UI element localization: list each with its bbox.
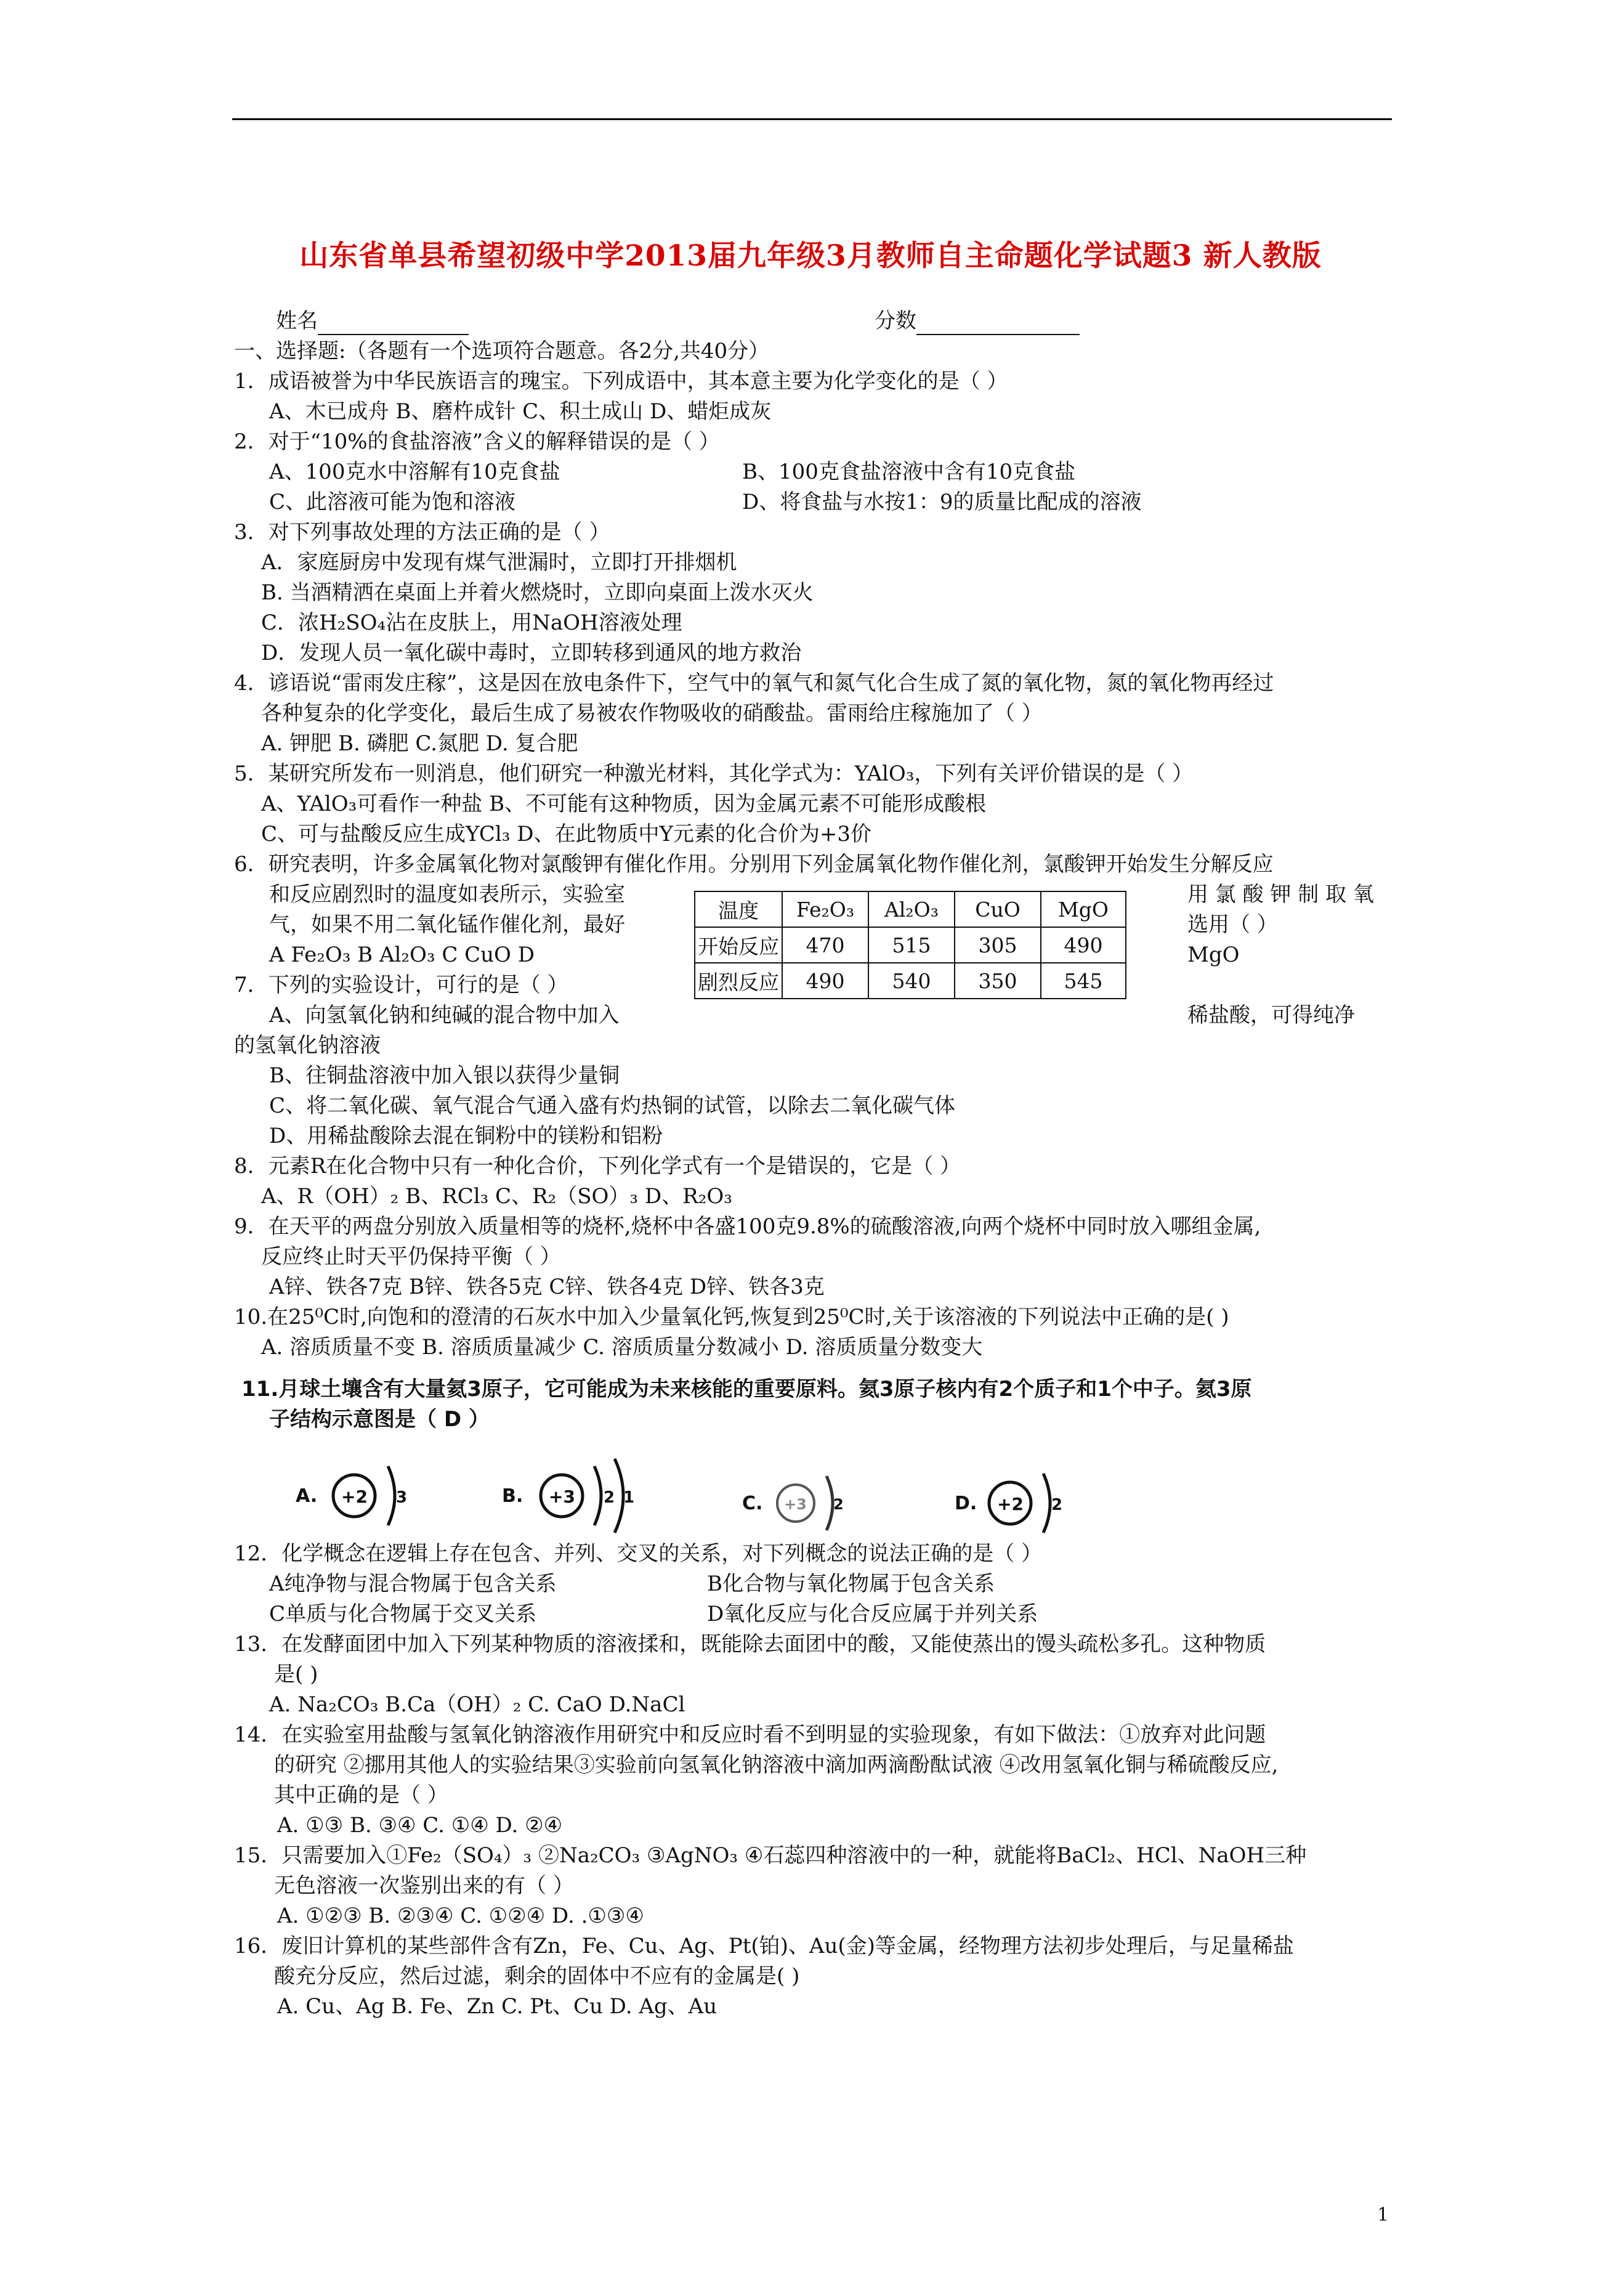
table-row [695,927,1126,963]
question-6-cont: 和反应剧烈时的温度如表所示，实验室 [269,882,625,907]
atom-nucleus-d: +2 [997,1494,1024,1514]
table-cell: 350 [955,963,1041,999]
name-blank [318,314,469,335]
atom-label-b: B. [502,1485,523,1507]
question-12: 12．化学概念在逻辑上存在包含、并列、交叉的关系，对下列概念的说法正确的是（ ） [234,1541,1043,1566]
table-cell: 305 [955,927,1041,963]
table-row [695,891,1126,927]
q7-option-d: D、用稀盐酸除去混在铜粉中的镁粉和铝粉 [269,1124,663,1148]
q7-option-c: C、将二氧化碳、氧气混合气通入盛有灼热铜的试管，以除去二氧化碳气体 [269,1093,956,1118]
atom-shell-a: 3 [396,1488,408,1507]
atom-label-d: D. [955,1493,977,1514]
question-6-cont-2: 气，如果不用二氧化锰作催化剂，最好 [269,912,625,937]
q6-options: A Fe₂O₃ B Al₂O₃ C CuO D [269,943,535,967]
question-7: 7．下列的实验设计，可行的是（ ） [234,973,568,997]
question-5: 5．某研究所发布一则消息，他们研究一种激光材料，其化学式为：YAlO₃，下列有关评价错误的是（ ） [234,761,1194,786]
table-header-cell: Fe₂O₃ [782,891,868,927]
atom-option-b [502,1459,634,1533]
score-label: 分数 [875,309,916,333]
q3-option-d: D．发现人员一氧化碳中毒时，立即转移到通风的地方救治 [261,641,802,665]
question-4-cont: 各种复杂的化学变化，最后生成了易被农作物吸收的硝酸盐。雷雨给庄稼施加了（ ） [261,701,1043,726]
q2-option-b: B、100克食盐溶液中含有10克食盐 [742,460,1076,484]
table-row [695,963,1126,999]
q6-option-d: MgO [1187,943,1240,967]
atom-label-a: A. [296,1485,318,1507]
question-10: 10.在25⁰C时,向饱和的澄清的石灰水中加入少量氧化钙,恢复到25⁰C时,关于该溶液的下列说法中正确的是( ) [234,1305,1229,1329]
table-cell: 剧烈反应 [695,963,782,999]
table-cell: 515 [868,927,955,963]
atom-nucleus-b: +3 [549,1487,575,1507]
q2-option-d: D、将食盐与水按1：9的质量比配成的溶液 [742,490,1142,514]
question-11-cont: 子结构示意图是（ D ） [269,1407,490,1432]
atom-option-a [296,1466,407,1525]
table-cell: 540 [868,963,955,999]
q10-options: A. 溶质质量不变 B. 溶质质量减少 C. 溶质质量分数减小 D. 溶质质量分数变大 [261,1335,983,1360]
q12-option-c: C单质与化合物属于交叉关系 [269,1602,537,1626]
table-header-cell: CuO [955,891,1041,927]
question-14-cont-2: 其中正确的是（ ） [274,1783,448,1807]
q7-option-a-cont: 的氢氧化钠溶液 [234,1033,381,1058]
q3-option-b: B. 当酒精洒在桌面上并着火燃烧时，立即向桌面上泼水灭火 [261,580,814,605]
question-6-right-1: 用 氯 酸 钾 制 取 氧 [1187,882,1374,907]
q7-option-b: B、往铜盐溶液中加入银以获得少量铜 [269,1063,620,1088]
table-cell: 470 [782,927,868,963]
table-cell: 490 [1041,927,1126,963]
section-heading: 一、选择题:（各题有一个选项符合题意。各2分,共40分） [234,339,770,363]
atom-nucleus-a: +2 [341,1487,368,1507]
q8-options: A、R（OH）₂ B、RCl₃ C、R₂（SO）₃ D、R₂O₃ [261,1184,732,1209]
table-header-cell: MgO [1041,891,1126,927]
name-field [276,307,469,335]
question-13: 13．在发酵面团中加入下列某种物质的溶液揉和，既能除去面团中的酸，又能使蒸出的馒头疏松多孔。这种物质 [234,1632,1266,1657]
question-14-cont: 的研究 ②挪用其他人的实验结果③实验前向氢氧化钠溶液中滴加两滴酚酞试液 ④改用氢氧化铜与稀硫酸反应, [274,1753,1279,1777]
atom-label-c: C. [742,1493,763,1514]
q7-option-a: A、向氢氧化钠和纯碱的混合物中加入 [269,1003,620,1028]
q1-options: A、木已成舟 B、磨杵成针 C、积土成山 D、蜡炬成灰 [269,399,772,424]
question-6: 6．研究表明，许多金属氧化物对氯酸钾有催化作用。分别用下列金属氧化物作催化剂，氯酸钾开始发生分解反应 [234,852,1274,877]
question-14: 14．在实验室用盐酸与氢氧化钠溶液作用研究中和反应时看不到明显的实验现象，有如下做法：①放弃对此问题 [234,1722,1266,1747]
q14-options: A. ①③ B. ③④ C. ①④ D. ②④ [277,1813,563,1838]
atom-option-c [742,1476,844,1530]
question-15: 15．只需要加入①Fe₂（SO₄）₃ ②Na₂CO₃ ③AgNO₃ ④石蕊四种溶液中的一种，就能将BaCl₂、HCl、NaOH三种 [234,1843,1307,1868]
question-16-cont: 酸充分反应，然后过滤，剩余的固体中不应有的金属是( ) [274,1964,800,1989]
question-9: 9．在天平的两盘分别放入质量相等的烧杯,烧杯中各盛100克9.8%的硫酸溶液,向两个烧杯中同时放入哪组金属, [234,1214,1261,1239]
q7-option-a-right: 稀盐酸，可得纯净 [1187,1003,1355,1028]
q12-option-a: A纯净物与混合物属于包含关系 [269,1572,557,1596]
top-rule [232,118,1392,120]
temperature-table [694,891,1126,999]
q2-option-c: C、此溶液可能为饱和溶液 [269,490,516,514]
question-1: 1．成语被誉为中华民族语言的瑰宝。下列成语中，其本意主要为化学变化的是（ ） [234,369,1008,394]
table-header-cell: Al₂O₃ [868,891,955,927]
table-header-cell: 温度 [695,891,782,927]
question-11: 11.月球土壤含有大量氦3原子，它可能成为未来核能的重要原料。氦3原子核内有2个质子和1个中子。氦3原 [241,1377,1252,1402]
table-cell: 开始反应 [695,927,782,963]
question-3: 3．对下列事故处理的方法正确的是（ ） [234,520,610,545]
table-cell: 545 [1041,963,1126,999]
q16-options: A. Cu、Ag B. Fe、Zn C. Pt、Cu D. Ag、Au [277,1994,718,2019]
q2-option-a: A、100克水中溶解有10克食盐 [269,460,560,484]
name-label: 姓名 [276,309,318,333]
q13-options: A. Na₂CO₃ B.Ca（OH）₂ C. CaO D.NaCl [269,1692,685,1717]
page-title: 山东省单县希望初级中学2013届九年级3月教师自主命题化学试题3 新人教版 [299,239,1322,273]
q5-options-ab: A、YAlO₃可看作一种盐 B、不可能有这种物质，因为金属元素不可能形成酸根 [261,792,987,816]
atom-shell-b2: 1 [623,1488,635,1507]
q3-option-c: C．浓H₂SO₄沾在皮肤上，用NaOH溶液处理 [261,611,682,635]
question-13-cont: 是( ) [274,1662,318,1687]
atom-shell-c: 2 [833,1496,844,1513]
question-9-cont: 反应终止时天平仍保持平衡（ ） [261,1244,561,1269]
question-16: 16．废旧计算机的某些部件含有Zn，Fe、Cu、Ag、Pt(铂)、Au(金)等金属，经物理方法初步处理后，与足量稀盐 [234,1934,1294,1958]
atom-shell-d: 2 [1051,1496,1063,1514]
table-cell: 490 [782,963,868,999]
question-6-right-2: 选用（ ） [1187,912,1278,937]
atom-shell-b1: 2 [604,1488,615,1507]
q15-options: A. ①②③ B. ②③④ C. ①②④ D. .①③④ [277,1904,644,1928]
score-blank [916,314,1080,335]
question-2: 2．对于“10%的食盐溶液”含义的解释错误的是（ ） [234,429,720,454]
question-15-cont: 无色溶液一次鉴别出来的有（ ） [274,1873,574,1898]
q4-options: A. 钾肥 B. 磷肥 C.氮肥 D. 复合肥 [261,731,578,756]
q5-options-cd: C、可与盐酸反应生成YCl₃ D、在此物质中Y元素的化合价为+3价 [261,822,872,846]
q12-option-b: B化合物与氧化物属于包含关系 [707,1572,995,1596]
score-field [875,307,1080,335]
atom-nucleus-c: +3 [784,1496,807,1513]
q12-option-d: D氧化反应与化合反应属于并列关系 [707,1602,1038,1626]
q9-options: A锌、铁各7克 B锌、铁各5克 C锌、铁各4克 D锌、铁各3克 [269,1275,825,1299]
q3-option-a: A．家庭厨房中发现有煤气泄漏时，立即打开排烟机 [261,550,737,575]
question-8: 8．元素R在化合物中只有一种化合价，下列化学式有一个是错误的，它是（ ） [234,1154,961,1178]
page-number: 1 [1377,2204,1389,2226]
atom-option-d [955,1474,1062,1533]
question-4: 4．谚语说“雷雨发庄稼”，这是因在放电条件下，空气中的氧气和氮气化合生成了氮的氧化物，氮的氧化物再经过 [234,671,1274,696]
